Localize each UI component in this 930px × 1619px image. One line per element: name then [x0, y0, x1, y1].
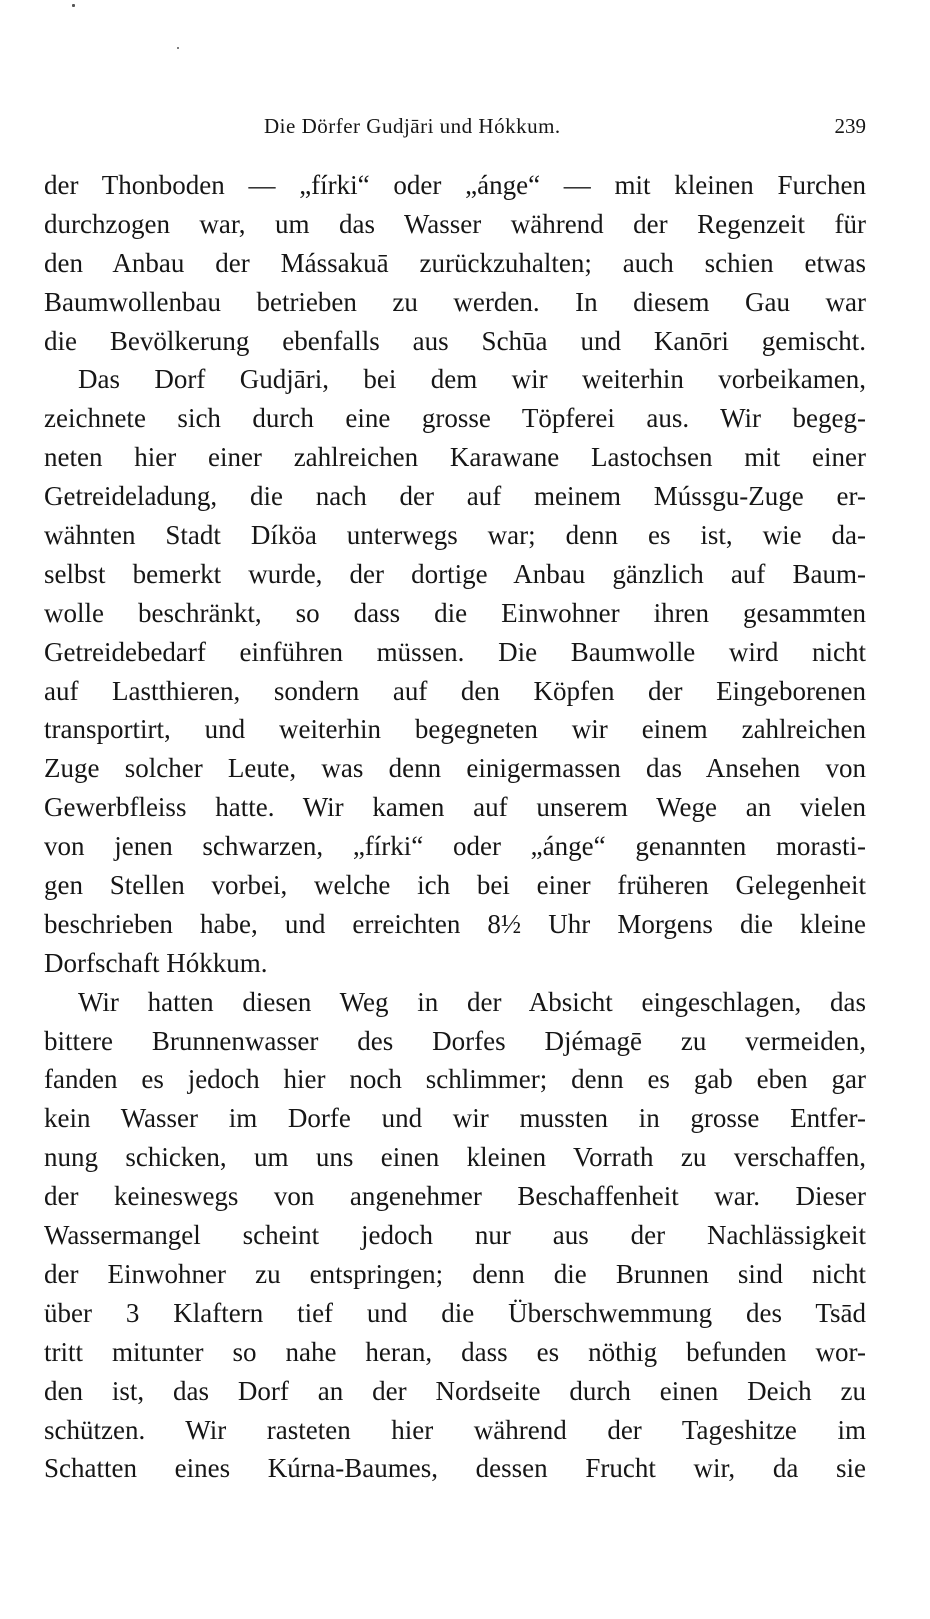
text-line: Wir hatten diesen Weg in der Absicht eingeschlagen, das: [78, 986, 866, 1017]
page-number: 239: [834, 114, 866, 138]
text-line: der Thonboden — „fírki“ oder „ánge“ — mit kleinen Furchen: [44, 170, 866, 200]
text-line: kein Wasser im Dorfe und wir mussten in grosse Entfer-: [44, 1103, 866, 1134]
text-line: fanden es jedoch hier noch schlimmer; denn es gab eben gar: [44, 1064, 866, 1095]
text-line: auf Lastthieren, sondern auf den Köpfen der Eingeborenen: [44, 675, 866, 706]
paragraph: [44, 166, 866, 360]
paragraph: [44, 360, 866, 982]
text-line: selbst bemerkt wurde, der dortige Anbau gänzlich auf Baum-: [44, 558, 866, 589]
text-line: nung schicken, um uns einen kleinen Vorrath zu verschaffen,: [44, 1142, 866, 1173]
text-line: über 3 Klaftern tief und die Überschwemmung des Tsād: [44, 1297, 866, 1328]
text-line: Zuge solcher Leute, was denn einigermassen das Ansehen von: [44, 753, 866, 784]
body-text: [44, 166, 866, 1488]
text-line: der Einwohner zu entspringen; denn die Brunnen sind nicht: [44, 1258, 866, 1289]
text-line: gen Stellen vorbei, welche ich bei einer früheren Gelegenheit: [44, 870, 866, 901]
text-line: wolle beschränkt, so dass die Einwohner ihren gesammten: [44, 597, 866, 628]
text-line: schützen. Wir rasteten hier während der Tageshitze im: [44, 1414, 866, 1445]
scan-speck: [177, 47, 179, 49]
running-header: [44, 114, 866, 144]
text-line: Getreidebedarf einführen müssen. Die Baumwolle wird nicht: [44, 636, 866, 667]
text-line: transportirt, und weiterhin begegneten wir einem zahlreichen: [44, 714, 866, 745]
text-line: neten hier einer zahlreichen Karawane Lastochsen mit einer: [44, 442, 866, 473]
text-line: zeichnete sich durch eine grosse Töpferei aus. Wir begeg-: [44, 403, 866, 434]
text-line: der keineswegs von angenehmer Beschaffenheit war. Dieser: [44, 1181, 866, 1212]
text-line: die Bevölkerung ebenfalls aus Schūa und Kanōri gemischt.: [44, 325, 866, 356]
text-line: von jenen schwarzen, „fírki“ oder „ánge“ genannten morasti-: [44, 831, 866, 862]
text-line: Das Dorf Gudjāri, bei dem wir weiterhin vorbeikamen,: [78, 364, 866, 395]
paragraph: [44, 983, 866, 1489]
text-line: Dorfschaft Hókkum.: [44, 947, 268, 978]
scan-speck: [72, 4, 75, 7]
text-line: Wassermangel scheint jedoch nur aus der Nachlässigkeit: [44, 1220, 866, 1251]
text-line: Gewerbfleiss hatte. Wir kamen auf unserem Wege an vielen: [44, 792, 866, 823]
running-title: Die Dörfer Gudjāri und Hókkum.: [264, 114, 561, 138]
text-line: wähnten Stadt Díköa unterwegs war; denn es ist, wie da-: [44, 520, 866, 551]
text-line: durchzogen war, um das Wasser während der Regenzeit für: [44, 208, 866, 239]
text-line: beschrieben habe, und erreichten 8½ Uhr Morgens die kleine: [44, 908, 866, 939]
text-line: Schatten eines Kúrna-Baumes, dessen Frucht wir, da sie: [44, 1453, 866, 1484]
text-line: Baumwollenbau betrieben zu werden. In diesem Gau war: [44, 286, 866, 317]
text-line: tritt mitunter so nahe heran, dass es nöthig befunden wor-: [44, 1336, 866, 1367]
text-line: bittere Brunnenwasser des Dorfes Djémagē zu vermeiden,: [44, 1025, 866, 1056]
text-line: den ist, das Dorf an der Nordseite durch einen Deich zu: [44, 1375, 866, 1406]
text-line: den Anbau der Mássakuā zurückzuhalten; auch schien etwas: [44, 247, 866, 278]
text-line: Getreideladung, die nach der auf meinem Mússgu-Zuge er-: [44, 481, 866, 512]
